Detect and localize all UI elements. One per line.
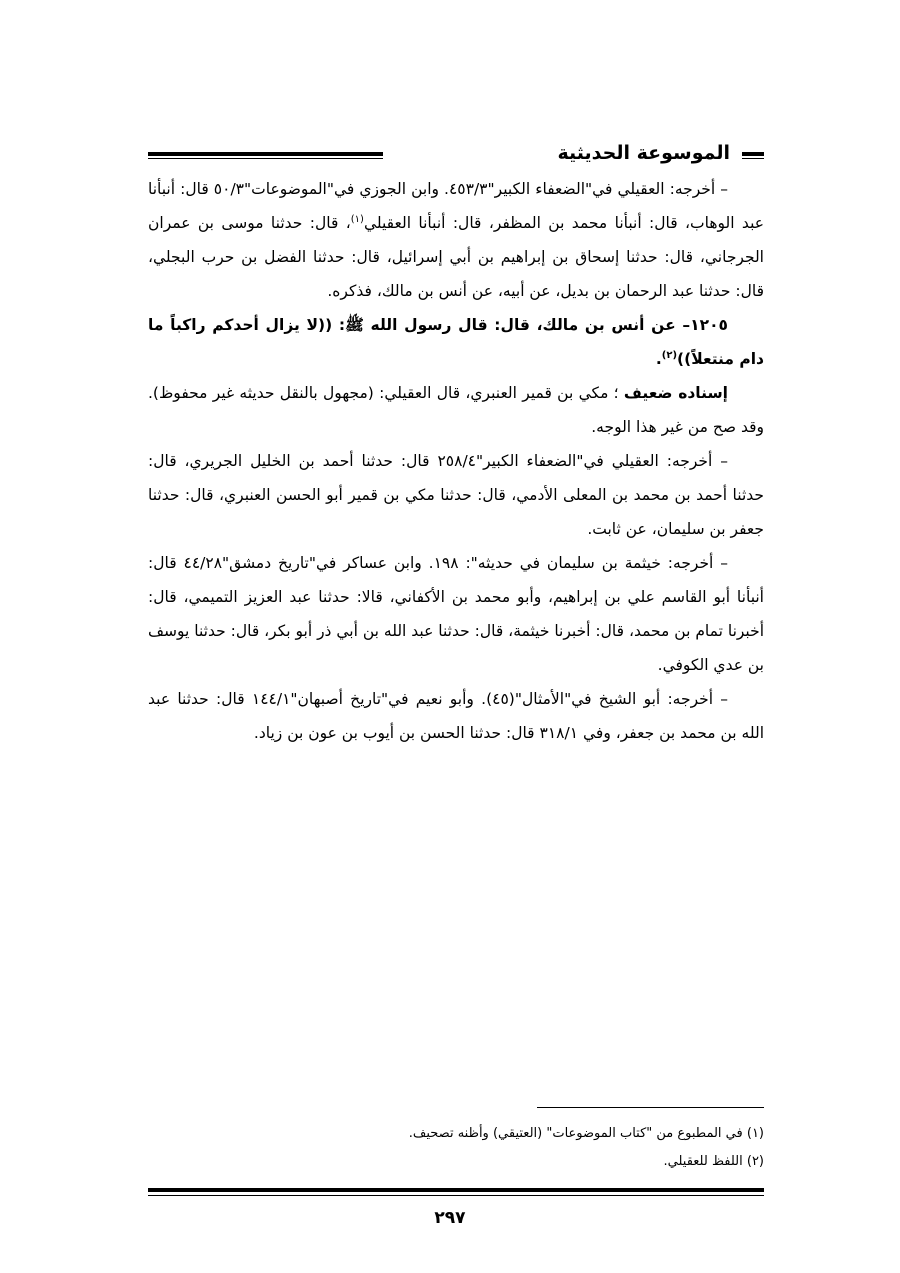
takhrij-2-text: – أخرجه: خيثمة بن سليمان في حديثه": ١٩٨. وابن عساكر في"تاريخ دمشق"٤٤/٢٨ قال: أنبأنا أبو القاسم علي بن إبراهيم، وأبو محمد بن الأكفاني، قالا: حدثنا عبد العزيز التميمي، قال: أخبرنا تمام بن محمد، قال: أخبرنا خيثمة، قال: حدثنا عبد الله بن أبي ذر أبو بكر، قال: حدثنا يوسف بن عدي الكوفي. <box>147 554 764 674</box>
bottom-rule-thick <box>148 1188 764 1192</box>
footnote-separator <box>537 1107 764 1108</box>
hadith-1205 <box>148 308 764 376</box>
page-number: ٢٩٧ <box>434 1208 466 1228</box>
running-header <box>148 138 764 168</box>
takhrij-1-text: – أخرجه: العقيلي في"الضعفاء الكبير"٢٥٨/٤ قال: حدثنا أحمد بن الخليل الجريري، قال: حدثنا أحمد بن محمد بن المعلى الأدمي، قال: حدثنا مكي بن قمير أبو الحسن العنبري، قال: حدثنا جعفر بن سليمان، عن ثابت. <box>148 452 764 538</box>
paragraph-isnad <box>148 376 764 444</box>
paragraph-1-text-after: ، قال: حدثنا موسى بن عمران الجرجاني، قال: حدثنا إسحاق بن إبراهيم بن أبي إسرائيل، قال: حدثنا الفضل بن حرب البجلي، قال: حدثنا عبد الرحمان بن بديل، عن أبيه، عن أنس بن مالك، فذكره. <box>148 214 764 300</box>
footnote-ref-2: (٢) <box>661 349 678 361</box>
body-text <box>148 172 764 750</box>
isnad-grade: إسناده ضعيف <box>623 384 728 402</box>
paragraph-1 <box>148 172 764 308</box>
paragraph-takhrij-3 <box>148 682 764 750</box>
paragraph-takhrij-1 <box>148 444 764 546</box>
header-rule-right <box>742 152 764 159</box>
header-title: الموسوعة الحديثية <box>557 142 730 164</box>
takhrij-3-text: – أخرجه: أبو الشيخ في"الأمثال"(٤٥). وأبو نعيم في"تاريخ أصبهان"١٤٤/١ قال: حدثنا عبد الله بن محمد بن جعفر، وفي ٣١٨/١ قال: حدثنا الحسن بن أيوب بن عون بن زياد. <box>148 690 764 742</box>
paragraph-takhrij-2 <box>148 546 764 682</box>
isnad-text: ؛ مكي بن قمير العنبري، قال العقيلي: (مجهول بالنقل حديثه غير محفوظ). وقد صح من غير هذا الوجه. <box>148 384 764 436</box>
hadith-text-after: . <box>655 350 662 368</box>
footnote-1: (١) في المطبوع من "كتاب الموضوعات" (العتيقي) وأظنه تصحيف. <box>408 1126 764 1141</box>
footnote-ref-1: (١) <box>350 213 364 225</box>
hadith-text: ١٢٠٥– عن أنس بن مالك، قال: قال رسول الله ﷺ: ((لا يزال أحدكم راكباً ما دام منتعلاً)) <box>148 316 764 368</box>
paragraph-1-text: – أخرجه: العقيلي في"الضعفاء الكبير"٤٥٣/٣. وابن الجوزي في"الموضوعات"٥٠/٣ قال: أنبأنا عبد الوهاب، قال: أنبأنا محمد بن المظفر، قال: أنبأنا العقيلي <box>148 180 764 232</box>
footnote-2: (٢) اللفظ للعقيلي. <box>663 1154 764 1169</box>
bottom-rule-thin <box>148 1195 764 1196</box>
footnotes <box>148 1120 764 1176</box>
header-rule-left <box>148 152 383 159</box>
